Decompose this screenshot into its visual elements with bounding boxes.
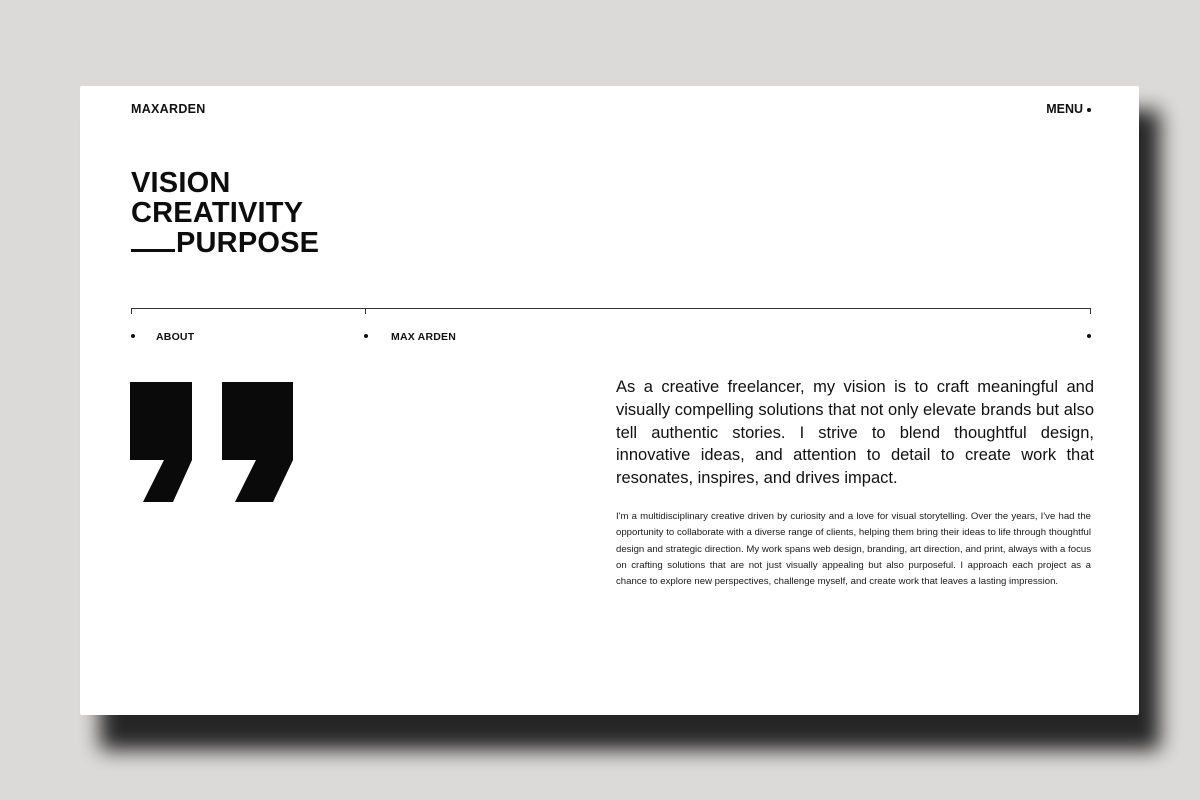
headline-line-3-text: PURPOSE [176,227,320,259]
menu-label: MENU [1046,102,1083,116]
divider-tick-middle [365,308,366,314]
vision-statement: As a creative freelancer, my vision is to craft meaningful and visually compelling solutions that not only elevate brands but also tell authentic stories. I strive to blend thoughtful design, innovative ideas, and attention to detail to create work that resonates, inspires, and drives impact. [616,378,1094,488]
headline-line-3 [131,228,319,258]
about-bullet [131,334,135,338]
name-label: MAX ARDEN [391,331,456,343]
dot-icon [1087,108,1091,112]
right-bullet [1087,334,1091,338]
menu-button[interactable] [1046,102,1091,116]
about-paragraph: I'm a multidisciplinary creative driven by curiosity and a love for visual storytelling. Over the years, I've had the opportunity to collaborate with a diverse range of clients, helping them bring their ideas to life through thoughtful design and strategic direction. My work spans web design, branding, art direction, and print, always with a focus on crafting solutions that are not just visually appealing but also purposeful. I approach each project as a chance to explore new perspectives, challenge myself, and create work that leaves a lasting impression. [616,511,1091,588]
underline-dash [131,249,175,252]
hero-headline [131,168,319,258]
about-label: ABOUT [156,331,195,343]
divider-tick-left [131,308,132,314]
divider-tick-right [1090,308,1091,314]
quote-icon [130,382,295,504]
section-divider [131,308,1091,309]
headline-line-1: VISION [131,167,231,199]
website-page [80,86,1139,715]
headline-line-2: CREATIVITY [131,197,304,229]
brand-logo[interactable]: MAXARDEN [131,102,206,116]
name-bullet [364,334,368,338]
